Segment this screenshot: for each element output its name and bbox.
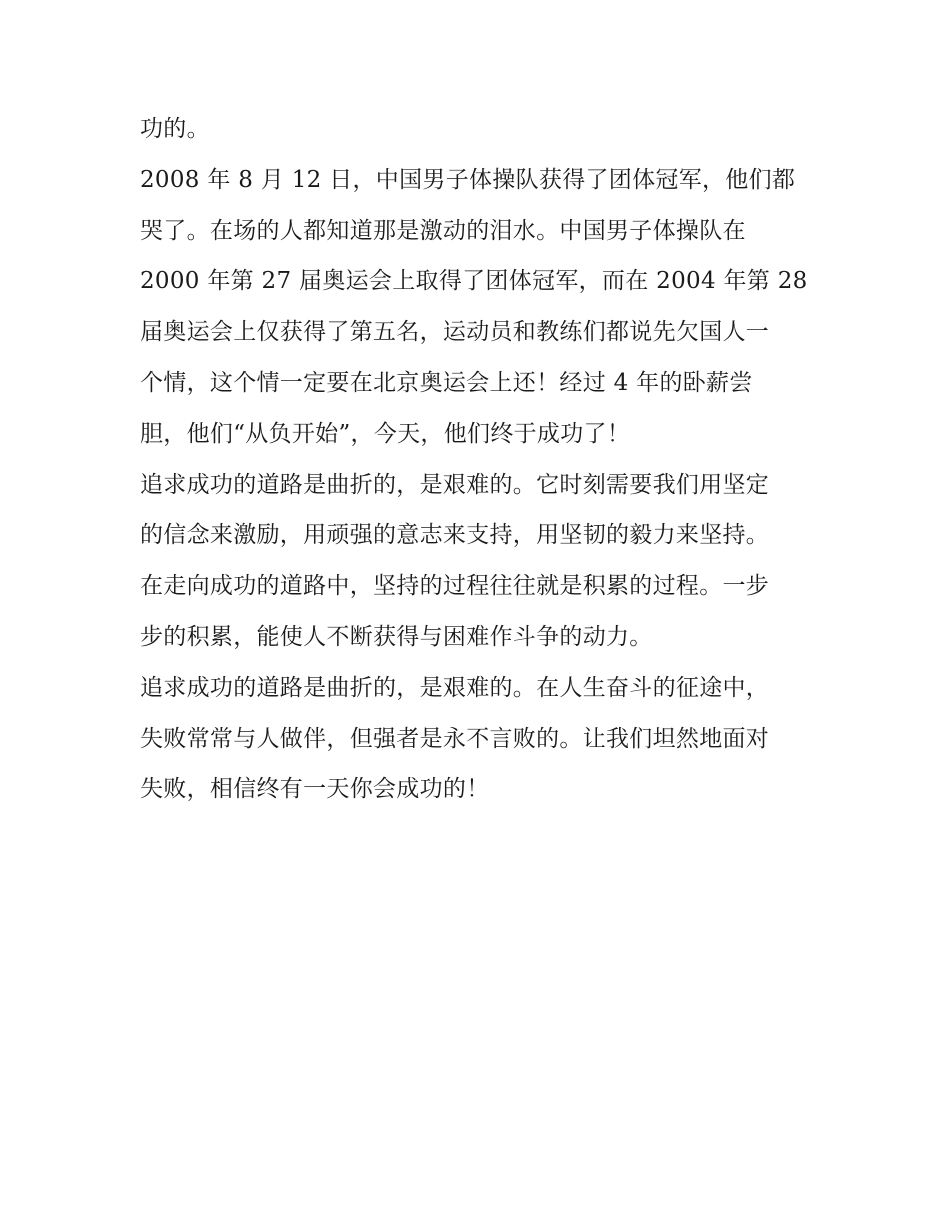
text-line: 在走向成功的道路中，坚持的过程往往就是积累的过程。一步 bbox=[140, 573, 770, 600]
text-line: 哭了。在场的人都知道那是激动的泪水。中国男子体操队在 bbox=[140, 217, 746, 244]
text-line: 失败，相信终有一天你会成功的！ bbox=[140, 776, 490, 803]
text-line: 2000 年第 27 届奥运会上取得了团体冠军，而在 2004 年第 28 bbox=[140, 268, 808, 295]
text-line: 步的积累，能使人不断获得与困难作斗争的动力。 bbox=[140, 623, 653, 650]
text-line: 追求成功的道路是曲折的，是艰难的。它时刻需要我们用坚定 bbox=[140, 471, 770, 498]
text-line: 失败常常与人做伴，但强者是永不言败的。让我们坦然地面对 bbox=[140, 725, 770, 752]
text-line: 届奥运会上仅获得了第五名，运动员和教练们都说先欠国人一 bbox=[140, 319, 770, 346]
text-line: 的信念来激励，用顽强的意志来支持，用坚韧的毅力来坚持。 bbox=[140, 522, 770, 549]
text-line: 胆，他们“从负开始”，今天，他们终于成功了！ bbox=[140, 420, 631, 447]
text-line: 追求成功的道路是曲折的，是艰难的。在人生奋斗的征途中， bbox=[140, 674, 770, 701]
text-line: 功的。 bbox=[140, 116, 210, 142]
document-body bbox=[140, 104, 820, 815]
text-line: 个情，这个情一定要在北京奥运会上还！经过 4 年的卧薪尝 bbox=[140, 369, 753, 396]
text-line: 2008 年 8 月 12 日，中国男子体操队获得了团体冠军，他们都 bbox=[140, 166, 796, 193]
